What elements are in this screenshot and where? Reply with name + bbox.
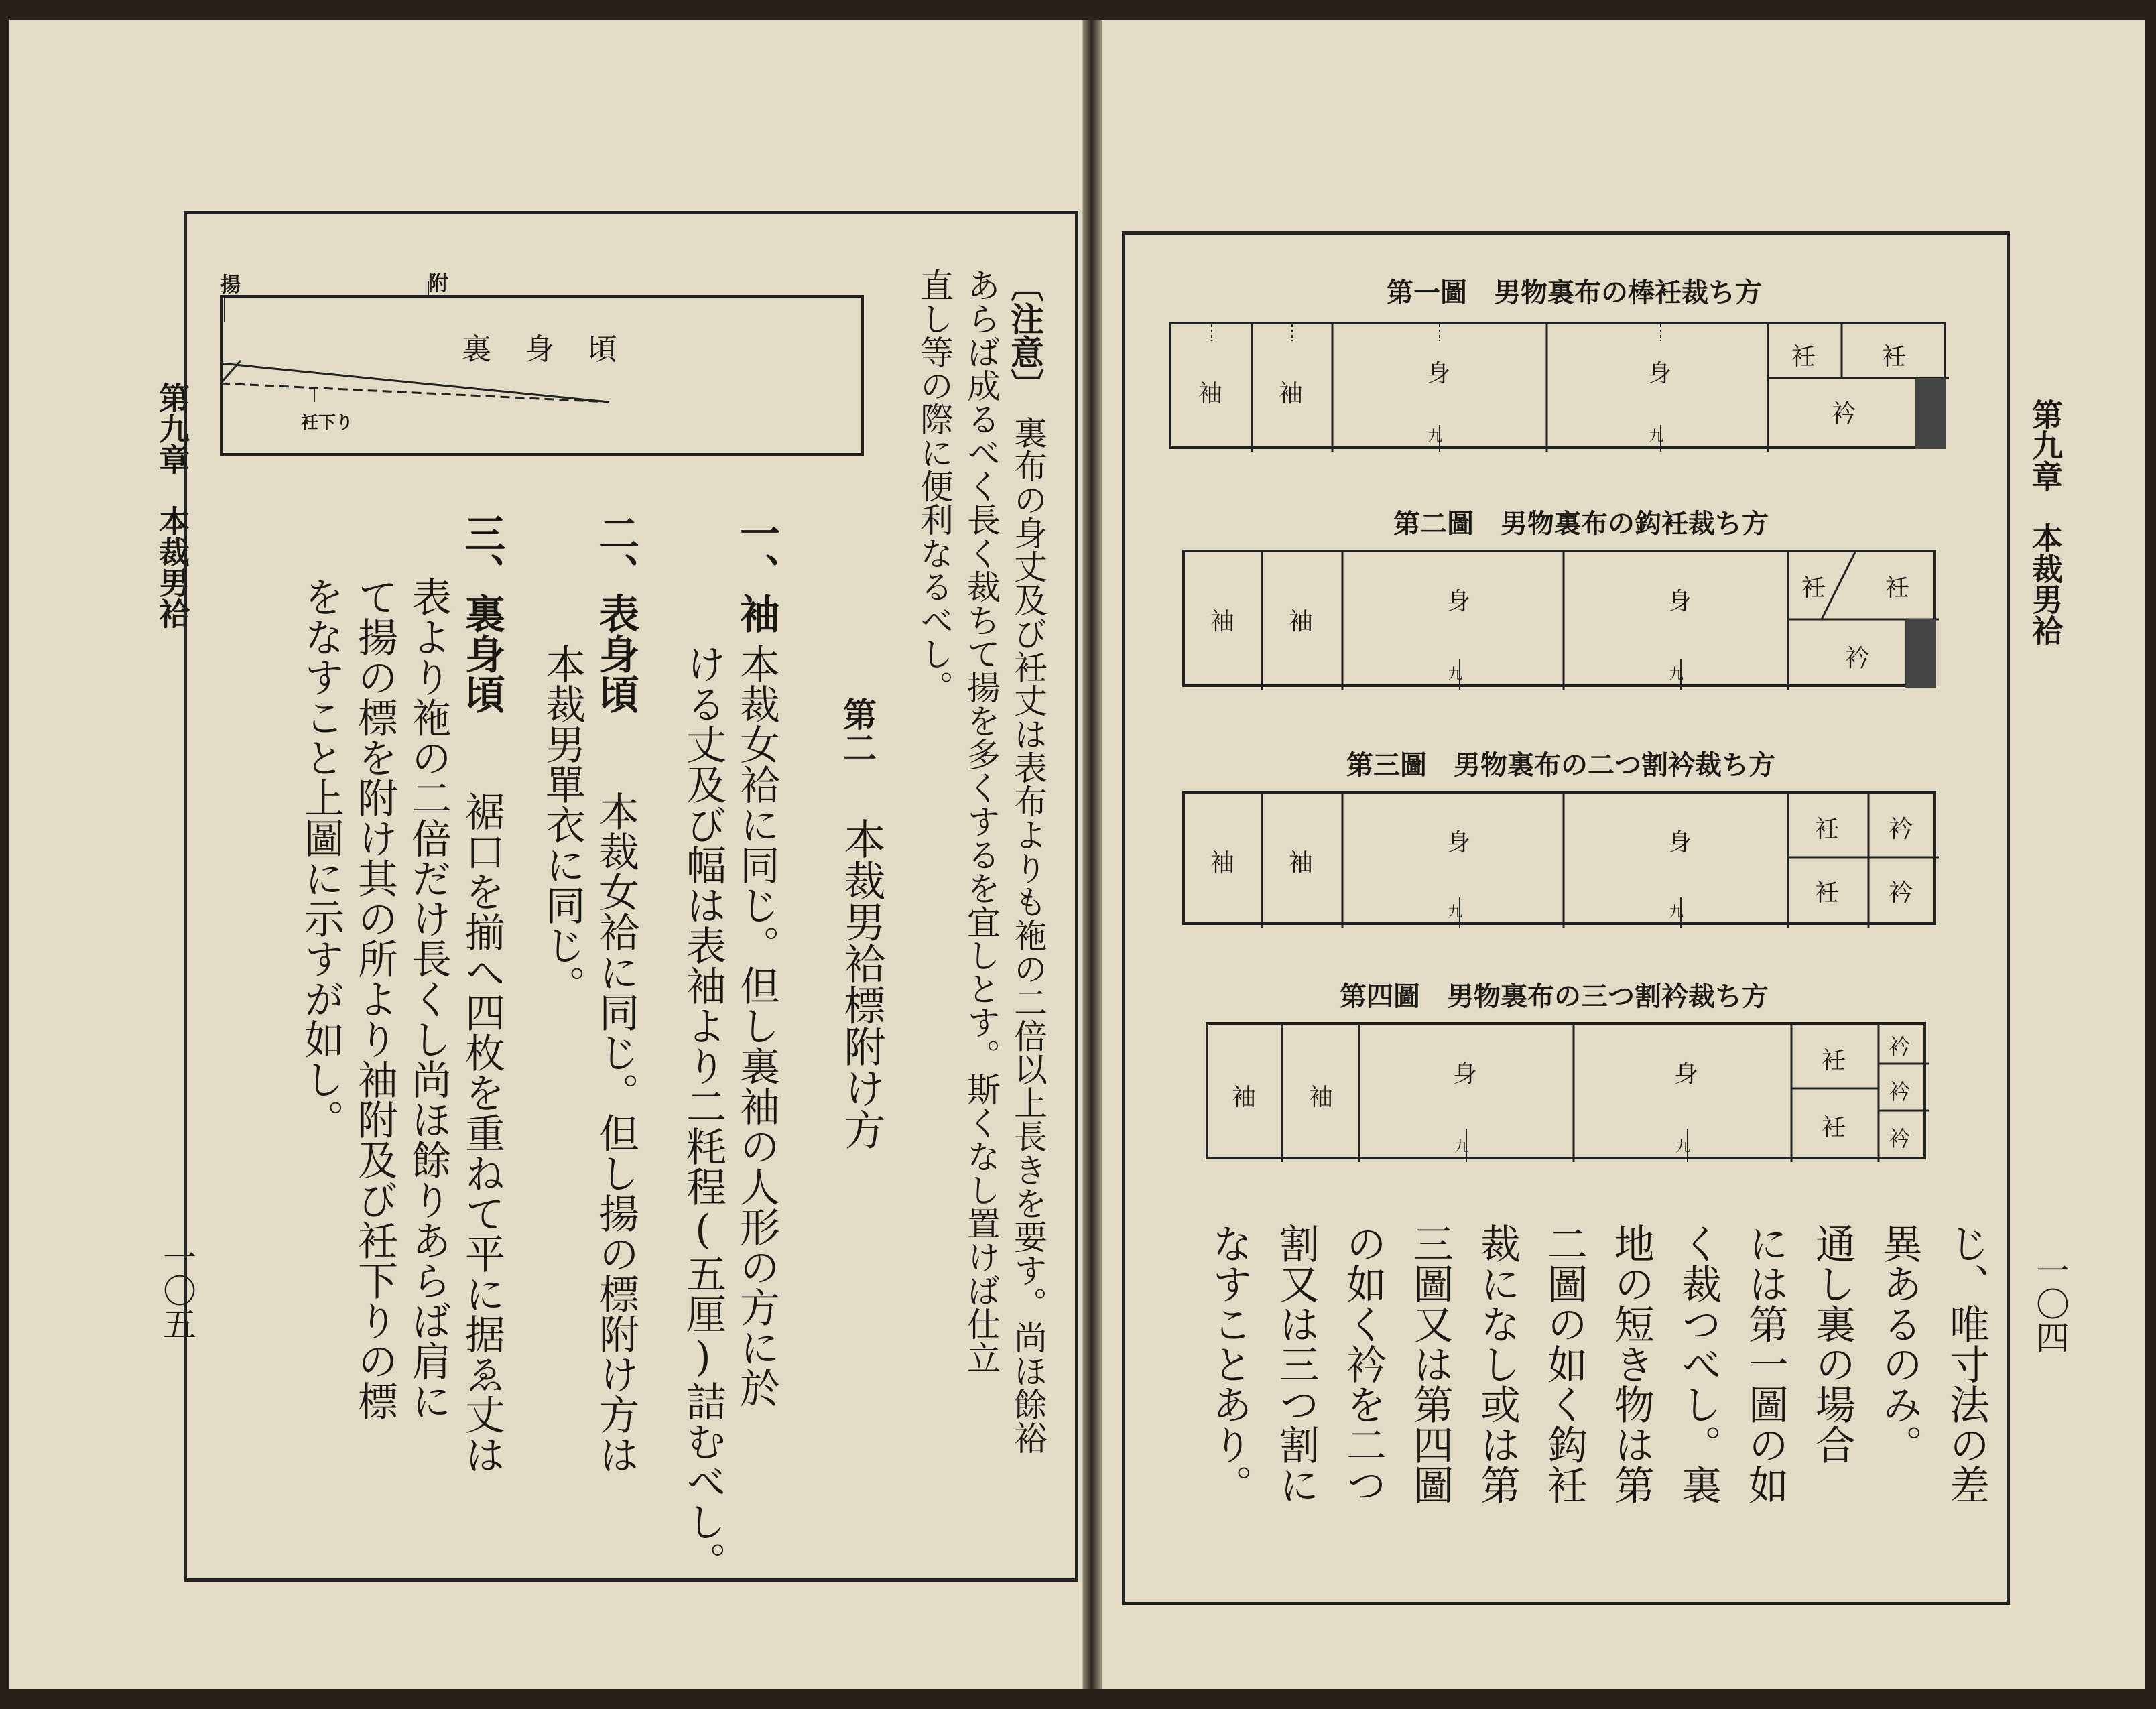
figure-3-layout [1182,791,1936,925]
section-label: 第二 [838,697,877,764]
figure-1-layout [1169,322,1946,449]
label-age: 揚 [220,273,241,297]
page-number: 一〇四 [2031,1253,2070,1354]
diagram-title: 裏身頃 [462,332,651,367]
item-3-col-2: 表より袘の二倍だけ長くし尚ほ餘りあらば肩に [405,576,452,1421]
item-2-head: 二、表身頃 [592,513,639,714]
cell-sode: 袖 [1289,849,1314,877]
cell-mi: 身 [1667,829,1692,857]
cell-okumi: 衽 [1815,816,1840,843]
page-number: 一〇五 [157,1240,196,1340]
cell-sode: 袖 [1198,380,1223,407]
text-col-8: 裁になし或は第 [1474,1223,1521,1505]
cell-sode: 袖 [1232,1084,1257,1111]
mark-ku: 九 [1428,428,1443,445]
item-1-head: 一、袖 [733,513,780,633]
item-1-col-2: ける丈及び幅は表袖より二粍程(五厘)詰むべし。 [680,643,726,1582]
section-title: 本裁男袷標附け方 [837,818,886,1150]
cell-sode: 袖 [1210,849,1235,877]
cell-mi: 身 [1667,588,1692,615]
cell-eri: 衿 [1889,1034,1911,1060]
cell-okumi: 衽 [1815,879,1840,907]
note-heading: 〔注意〕 [1005,268,1045,402]
cell-sode: 袖 [1210,608,1235,635]
item-2-col-1: 本裁女袷に同じ。但し揚の標附け方は [592,791,639,1474]
left-page [9,20,1083,1689]
cell-sode: 袖 [1309,1084,1334,1111]
mark-ku: 九 [1675,1139,1691,1155]
item-1-col-1: 本裁女袷に同じ。但し裏袖の人形の方に於 [733,643,780,1407]
text-col-6: 地の短き物は第 [1608,1223,1655,1505]
cell-mi: 身 [1426,360,1451,387]
figure-3-caption: 第三圖 男物裏布の二つ割衿裁ち方 [1346,749,1775,781]
cell-eri: 衿 [1889,816,1913,843]
cell-eri: 衿 [1889,1079,1911,1104]
cell-mi: 身 [1647,360,1672,387]
cell-okumi: 衽 [1801,574,1826,602]
text-col-12: なすことあり。 [1206,1223,1253,1505]
cell-okumi: 衽 [1822,1114,1846,1141]
mark-ku: 九 [1448,666,1463,683]
cell-eri: 衿 [1889,1126,1911,1151]
item-2-col-2: 本裁男單衣に同じ。 [539,643,586,1005]
cell-sode: 袖 [1289,608,1314,635]
cell-sode: 袖 [1279,380,1304,407]
text-col-10: の如く衿を二つ [1340,1223,1387,1505]
item-3-col-3: て揚の標を附け其の所より袖附及び衽下りの標 [351,576,398,1421]
cell-okumi: 衽 [1822,1047,1846,1074]
cell-okumi: 衽 [1885,574,1910,602]
cell-mi: 身 [1674,1060,1699,1088]
note-col-2: あらば成るべく長く裁ちて揚を多くするを宜しとす。斯くなし置けば仕立 [962,268,1001,1374]
text-col-4: には第一圖の如 [1742,1223,1789,1505]
ura-migoro-diagram [220,268,891,449]
mark-ku: 九 [1448,904,1463,921]
figure-2-caption: 第二圖 男物裏布の鈎衽裁ち方 [1393,508,1769,540]
cell-okumi: 衽 [1791,343,1816,371]
cell-mi: 身 [1453,1060,1478,1088]
label-tsuke: 附 [428,272,448,296]
cell-eri: 衿 [1832,400,1856,428]
cell-eri: 衿 [1889,879,1913,907]
running-head: 第九章 本裁男袷 [2027,399,2064,645]
book-gutter [1082,20,1102,1689]
text-col-1: じ、唯寸法の差 [1943,1223,1990,1505]
mark-ku: 九 [1669,904,1684,921]
note-col-3: 直し等の際に便利なるべし。 [915,268,954,704]
right-page [1102,20,2145,1689]
text-col-3: 通し裏の場合 [1809,1223,1856,1464]
figure-2-layout [1182,550,1936,687]
mark-ku: 九 [1649,428,1664,445]
figure-4-caption: 第四圖 男物裏布の三つ割衿裁ち方 [1340,980,1769,1012]
diagram-lines [220,268,891,469]
label-okumisagari: 衽下り [301,413,354,433]
running-head: 第九章 本裁男袷 [154,382,190,629]
item-3-head: 三、裏身頃 [458,513,505,714]
mark-ku: 九 [1669,666,1684,683]
text-frame [184,211,1078,1582]
item-3-col-4: をなすこと上圖に示すが如し。 [298,576,344,1139]
cell-eri: 衿 [1845,645,1870,672]
cell-mi: 身 [1446,829,1471,857]
text-col-11: 割又は三つ割に [1273,1223,1320,1505]
text-col-2: 異あるのみ。 [1876,1223,1923,1464]
text-frame [1122,231,2010,1605]
text-col-5: く裁つべし。裏 [1675,1223,1722,1505]
figure-1-caption: 第一圖 男物裏布の棒衽裁ち方 [1387,277,1762,308]
cell-okumi: 衽 [1882,343,1907,371]
figure-4-layout [1206,1022,1926,1159]
mark-ku: 九 [1454,1139,1470,1155]
note-col-1: 裏布の身丈及び衽丈は表布よりも袘の二倍以上長きを要す。尚ほ餘裕 [1009,416,1048,1454]
cell-mi: 身 [1446,588,1471,615]
item-3-col-1: 裾口を揃へ四枚を重ねて平に据ゑ丈は [458,791,505,1474]
text-col-7: 二圖の如く鈎衽 [1541,1223,1588,1505]
text-col-9: 三圖又は第四圖 [1407,1223,1454,1505]
